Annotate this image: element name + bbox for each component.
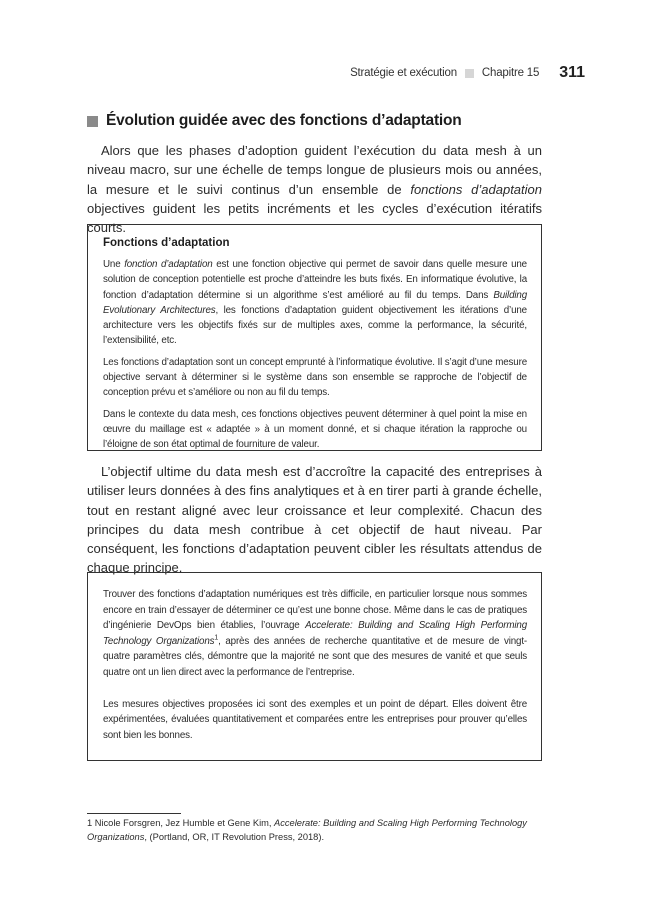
box-text: Une: [103, 259, 125, 270]
box-paragraph-2: Les fonctions d’adaptation sont un concept emprunté à l’informatique évolutive. Il s’agit d’une mesure objective servant à déterminer si le système dans son ensemble se rapproche de l’objectif de conception prévu et s’améliore ou non au fil du temps.: [103, 356, 527, 399]
footnote-reference[interactable]: 1: [214, 634, 219, 642]
box-paragraph-1: [103, 257, 527, 349]
footnote-text: , (Portland, OR, IT Revolution Press, 2018).: [144, 831, 325, 842]
footnote-italic: Accelerate: Building and Scaling High Performing Technology Organizations: [87, 818, 527, 842]
paragraph-italic: fonctions d’adaptation: [410, 181, 543, 197]
footnote-text: Nicole Forsgren, Jez Humble et Gene Kim,: [92, 818, 275, 828]
box-text: est une fonction objective qui permet de savoir dans quelle mesure une solution de conception potentielle est proche d’atteindre les buts fixés. En informatique évolutive, la fonction d’adaptation détermine si un algorithme s’est amélioré au fil du temps. Dans: [103, 259, 527, 301]
box-title: Fonctions d’adaptation: [103, 237, 230, 249]
header-separator-square: [465, 69, 474, 78]
sidebar-box-note: [87, 572, 542, 761]
box-text: , les fonctions d’adaptation guident objectivement les itérations d’une architecture vers les objectifs fixés sur de multiples axes, comme la performance, la sécurité, l’extensibilité, etc.: [103, 304, 527, 347]
square-bullet-icon: [87, 116, 98, 127]
paragraph-text: Alors que les phases d’adoption guident l’exécution du data mesh à un niveau macro, sur une échelle de temps longue de plusieurs mois ou années, la mesure et le suivi continus d’un ensemble de: [87, 143, 542, 197]
note-paragraph-1: [103, 587, 527, 681]
footnote-number: 1: [87, 818, 93, 828]
section-title: Évolution guidée avec des fonctions d’adaptation: [106, 112, 462, 129]
note-paragraph-2: Les mesures objectives proposées ici sont des exemples et un point de départ. Elles doivent être expérimentées, évaluées quantitativement et comparées entre les entreprises pour prouver qu’elles sont bien les bonnes.: [103, 698, 527, 741]
box-italic: fonction d’adaptation: [124, 259, 213, 270]
running-title: Stratégie et exécution: [350, 67, 457, 79]
book-title-italic: Accelerate: Building and Scaling High Performing Technology Organizations: [103, 620, 527, 647]
paragraph-text: objectives guident les petits incréments et les cycles d’exécution itératifs courts.: [87, 200, 542, 236]
box-paragraph-3: Dans le contexte du data mesh, ces fonctions objectives peuvent déterminer à quel point la mise en œuvre du maillage est « adaptée » à un moment donné, et si chaque itération la rapproche ou l’éloigne de son état optimal de fourniture de valeur.: [103, 408, 527, 451]
body-paragraph-2: L’objectif ultime du data mesh est d’accroître la capacité des entreprises à utiliser leurs données à des fins analytiques et à en tirer parti à grande échelle, tout en restant aligné avec leur croissance et leur complexité. Chacun des principes du data mesh contribue à cet objectif de haut niveau. Par conséquent, les fonctions d’adaptation peuvent cibler les résultats attendus de chaque principe.: [87, 464, 542, 576]
note-text: Trouver des fonctions d’adaptation numériques est très difficile, en particulier lorsque nous sommes encore en train d’essayer de déterminer ce qu’est une bonne chose. Même dans le cas de pratiques d’ingénierie DevOps bien établies, l’ouvrage: [103, 589, 527, 632]
body-paragraph-1: [87, 141, 542, 237]
footnote: [87, 817, 547, 844]
note-text: , après des années de recherche quantitative et de mesure de vingt-quatre paramètres clés, démontre que la majorité ne sont que des mesures de vanité et que seuls quatre ont un lien direct avec la performance de l’entreprise.: [103, 635, 528, 678]
page-header: [350, 64, 585, 82]
section-heading: [87, 112, 462, 130]
page-number: 311: [559, 64, 585, 81]
footnote-divider: [87, 813, 181, 814]
sidebar-box-definition: [87, 224, 542, 451]
chapter-label: Chapitre 15: [481, 67, 540, 79]
book-title-italic: Building Evolutionary Architectures: [103, 289, 527, 316]
